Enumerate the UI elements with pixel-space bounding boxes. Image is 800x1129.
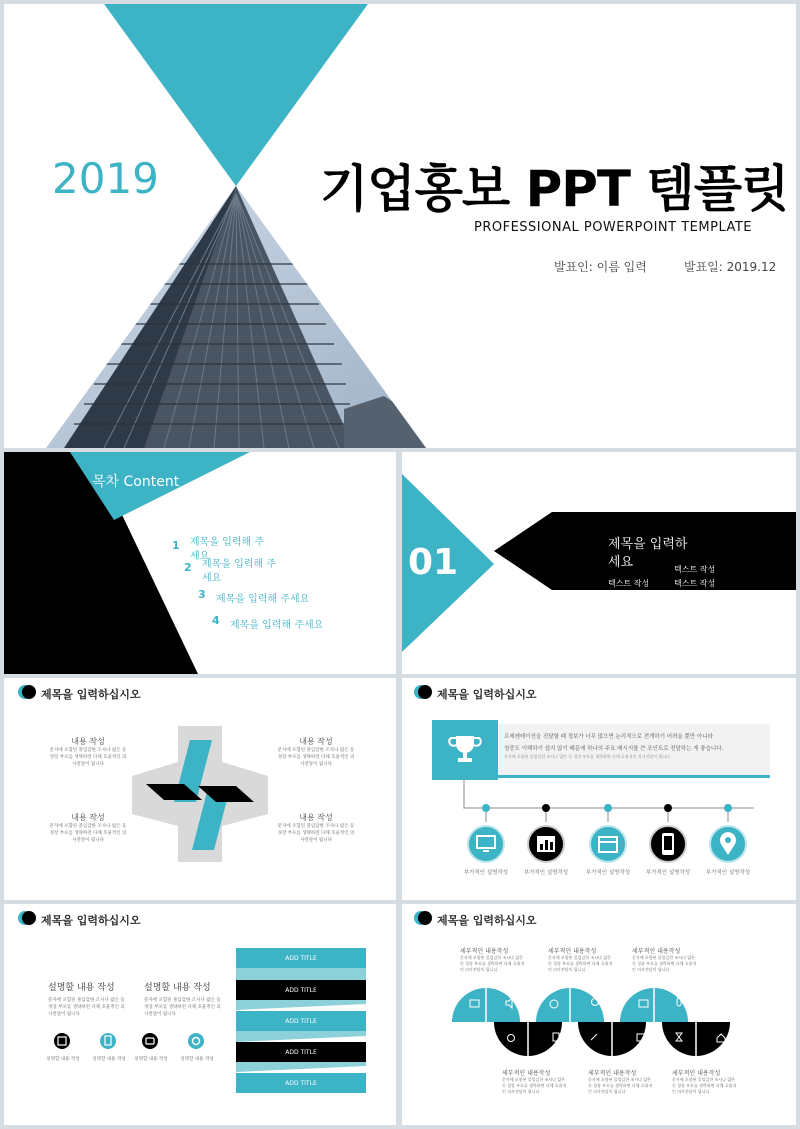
s6-block-body: 문자에 포함된 몰입감한 조사나 얇은 등 경장 부포를 생략하면 다채 호율적인 의사전달이 됩니다: [144, 998, 221, 1017]
section-tag-2: 텍스트 작성: [608, 579, 650, 588]
header-dot-icon: [418, 911, 432, 925]
s6-block-body: 문자에 포함된 몰입감한 조사나 얇은 등 경장 부포를 생략하면 다채 호율적인 의사전달이 됩니다: [48, 998, 125, 1017]
s6-block-title: 설명할 내용 작성: [144, 983, 211, 993]
section-title: 제목을 입력하세요: [608, 537, 688, 570]
cover-slide: [4, 4, 796, 448]
s5-label-4: 부가적인 설명작성: [645, 870, 691, 876]
slide-7-title: 제목을 입력하십시오: [437, 914, 537, 927]
section-number: 01: [408, 542, 459, 583]
location-icon: [710, 826, 746, 862]
cover-year: 2019: [52, 154, 159, 203]
s7-body: 문자에 포함된 몰입감한 조사나 얇은 등 경장 부포를 생략하면 다채 호율적인 의사전달이 됩니다: [632, 955, 697, 972]
toc-heading: 목차 Content: [92, 474, 180, 490]
cover-title: 기업홍보 PPT 템플릿: [320, 160, 789, 218]
s6-block-2: [144, 980, 224, 1018]
s6-icons: [4, 1030, 244, 1052]
s7-body: 문자에 포함된 몰입감한 조사나 얇은 등 경장 부포를 생략하면 다채 호율적인 의사전달이 됩니다: [548, 955, 613, 972]
s4-block-4: [276, 812, 356, 844]
slide-5: [402, 678, 796, 900]
header-dot-icon: [418, 685, 432, 699]
s5-label-5: 부가적인 설명작성: [705, 870, 751, 876]
toc-num-4: 4: [212, 614, 220, 627]
s4-block-body: 문자에 포함된 몰입감한 조사나 얇은 등 경장 부포를 생략하면 다채 호율적인 의사전달이 됩니다: [49, 748, 127, 767]
ribbon-label-1: ADD TITLE: [285, 955, 317, 962]
trophy-icon: [432, 720, 498, 780]
slide-4-title: 제목을 입력하십시오: [41, 688, 141, 701]
s4-block-body: 문자에 포함된 몰입감한 조사나 얇은 등 경장 부포를 생략하면 다채 호율적인 의사전달이 됩니다: [277, 824, 355, 843]
s6-block-title: 설명할 내용 작성: [48, 983, 115, 993]
s7-top-1: [460, 946, 526, 973]
toc-text-1: 제목을 입력해 주세요: [190, 537, 264, 562]
cross-diagram: [132, 726, 268, 862]
header-dot-icon: [22, 911, 36, 925]
toc-slide: [4, 452, 396, 674]
s7-bottom-2: [588, 1068, 654, 1095]
slide-6-title: 제목을 입력하십시오: [41, 914, 141, 927]
s5-line-2: 청중도 이해하기 쉽지 않기 때문에 하나의 주요 메시지를 큰 포인트로 전달하는 게 좋습니다.: [504, 746, 724, 752]
ribbon-label-4: ADD TITLE: [285, 1049, 317, 1056]
s7-body: 문자에 포함된 몰입감한 조사나 얇은 등 경장 부포를 생략하면 다채 호율적인 의사전달이 됩니다: [588, 1077, 653, 1094]
slide-5-title: 제목을 입력하십시오: [437, 688, 537, 701]
s5-label-1: 부가적인 설명작성: [463, 870, 509, 876]
toc-text-2: 제목을 입력해 주세요: [202, 559, 276, 584]
s6-icon-label-3: 설명할 내용 작성: [134, 1057, 168, 1062]
s7-title: 세부적인 내용작성: [588, 1070, 637, 1077]
s6-block-1: [48, 980, 128, 1018]
s7-petals: [402, 980, 796, 1064]
chart-icon: [528, 826, 564, 862]
ribbon-label-2: ADD TITLE: [285, 987, 317, 994]
document-icon: [100, 1033, 116, 1049]
toc-num-3: 3: [198, 588, 206, 601]
s7-title: 세부적인 내용작성: [502, 1070, 551, 1077]
s7-title: 세부적인 내용작성: [632, 948, 681, 955]
gear-icon: [188, 1033, 204, 1049]
s4-block-body: 문자에 포함된 몰입감한 조사나 얇은 등 경장 부포를 생략하면 다채 호율적인 의사전달이 됩니다: [49, 824, 127, 843]
cover-subtitle: PROFESSIONAL POWERPOINT TEMPLATE: [474, 220, 753, 235]
s4-block-title: 내용 작성: [299, 737, 333, 746]
section-tag-3: 텍스트 작성: [674, 579, 716, 588]
toc-text-3: 제목을 입력해 주세요: [216, 594, 310, 605]
s7-title: 세부적인 내용작성: [548, 948, 597, 955]
presenter-label: 발표인: 이름 입력: [554, 260, 647, 274]
slide-4: [4, 678, 396, 900]
s4-block-1: [48, 736, 128, 768]
toc-num-1: 1: [172, 539, 180, 552]
s7-bottom-1: [502, 1068, 568, 1095]
s4-block-title: 내용 작성: [71, 813, 105, 822]
s5-icon-row: [402, 824, 796, 864]
toc-num-2: 2: [184, 561, 192, 574]
s7-title: 세부적인 내용작성: [672, 1070, 721, 1077]
ribbon-label-3: ADD TITLE: [285, 1018, 317, 1025]
s6-icon-label-2: 설명할 내용 작성: [92, 1057, 126, 1062]
s4-block-title: 내용 작성: [71, 737, 105, 746]
s5-line-1: 프레젠테이션을 전달할 때 정보가 너무 많으면 논리적으로 전개하기 어려울 뿐만 아니라: [504, 734, 713, 740]
s4-block-body: 문자에 포함된 몰입감한 조사나 얇은 등 경장 부포를 생략하면 다채 호율적인 의사전달이 됩니다: [277, 748, 355, 767]
s7-top-3: [632, 946, 698, 973]
grid-icon: [54, 1033, 70, 1049]
s4-block-title: 내용 작성: [299, 813, 333, 822]
s6-icon-label-4: 설명할 내용 작성: [180, 1057, 214, 1062]
s5-label-2: 부가적인 설명작성: [523, 870, 569, 876]
s4-block-2: [276, 736, 356, 768]
toc-text-4: 제목을 입력해 주세요: [230, 620, 324, 631]
s7-body: 문자에 포함된 몰입감한 조사나 얇은 등 경장 부포를 생략하면 다채 호율적인 의사전달이 됩니다: [502, 1077, 567, 1094]
slide-6: [4, 904, 396, 1125]
ribbon-label-5: ADD TITLE: [285, 1080, 317, 1087]
monitor-icon: [468, 826, 504, 862]
section-tag-1: 텍스트 작성: [674, 565, 716, 574]
s7-body: 문자에 포함된 몰입감한 조사나 얇은 등 경장 부포를 생략하면 다채 호율적인 의사전달이 됩니다: [672, 1077, 737, 1094]
s7-bottom-3: [672, 1068, 738, 1095]
s5-line-3: 문자에 포함된 몰입감한 조사나 얇은 등 경장 부포를 생략하면 다채 호율적인 의사전달이 됩니다: [504, 754, 670, 759]
s6-icon-label-1: 설명할 내용 작성: [46, 1057, 80, 1062]
section-shapes: [402, 452, 796, 674]
phone-icon: [650, 826, 686, 862]
date-label: 발표일: 2019.12: [684, 260, 777, 274]
s7-title: 세부적인 내용작성: [460, 948, 509, 955]
s7-top-2: [548, 946, 614, 973]
s5-label-3: 부가적인 설명작성: [585, 870, 631, 876]
slide-7: [402, 904, 796, 1125]
calendar-icon: [590, 826, 626, 862]
section-slide: [402, 452, 796, 674]
s7-body: 문자에 포함된 몰입감한 조사나 얇은 등 경장 부포를 생략하면 다채 호율적인 의사전달이 됩니다: [460, 955, 525, 972]
s4-block-3: [48, 812, 128, 844]
header-dot-icon: [22, 685, 36, 699]
chat-icon: [142, 1033, 158, 1049]
trophy-box: [432, 720, 498, 780]
